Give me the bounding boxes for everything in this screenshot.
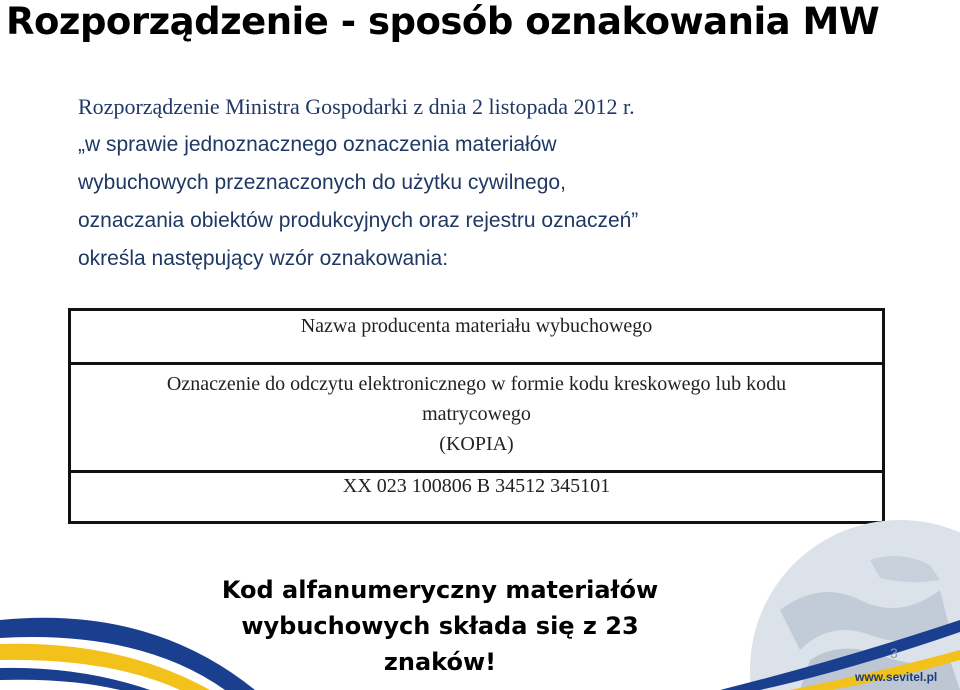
alphanumeric-code-row bbox=[71, 473, 882, 521]
bottom-callout bbox=[200, 572, 680, 680]
marking-template-image bbox=[68, 308, 885, 524]
slide-title: Rozporządzenie - sposób oznakowania MW bbox=[6, 0, 880, 43]
intro-line: wybuchowych przeznaczonych do użytku cywilnego, bbox=[78, 171, 566, 194]
electronic-code-line: Oznaczenie do odczytu elektronicznego w formie kodu kreskowego lub kodu bbox=[166, 373, 787, 395]
callout-line: znaków! bbox=[383, 648, 497, 676]
slide-number: 3 bbox=[890, 645, 898, 661]
intro-line: Rozporządzenie Ministra Gospodarki z dnia 2 listopada 2012 r. bbox=[78, 94, 635, 119]
producer-name-row bbox=[71, 313, 882, 365]
electronic-code-row bbox=[71, 365, 882, 473]
intro-line: „w sprawie jednoznacznego oznaczenia materiałów bbox=[78, 133, 557, 156]
callout-line: Kod alfanumeryczny materiałów bbox=[221, 576, 659, 604]
intro-line: oznaczania obiektów produkcyjnych oraz rejestru oznaczeń” bbox=[78, 209, 639, 232]
callout-line: wybuchowych składa się z 23 bbox=[241, 612, 639, 640]
intro-line: określa następujący wzór oznakowania: bbox=[78, 247, 449, 270]
intro-text bbox=[78, 88, 938, 278]
electronic-code-line: matrycowego bbox=[422, 403, 531, 425]
company-logo: www.sevitel.pl bbox=[855, 670, 938, 684]
alphanumeric-code: XX 023 100806 B 34512 345101 bbox=[342, 475, 611, 497]
copy-note: (KOPIA) bbox=[439, 433, 514, 455]
producer-name-label: Nazwa producenta materiału wybuchowego bbox=[300, 315, 653, 337]
